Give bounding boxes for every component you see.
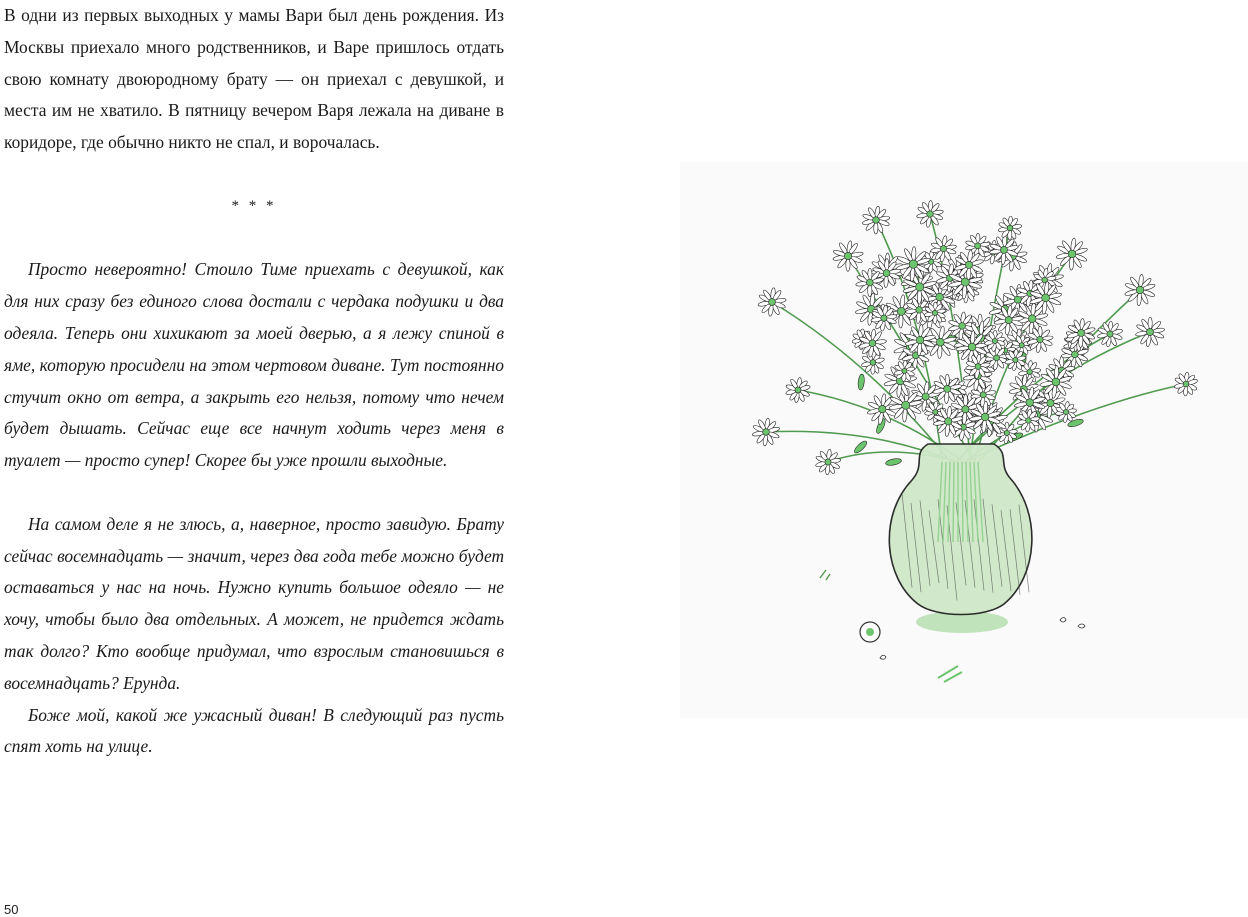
submerged-stem [953, 462, 954, 542]
flower-center [932, 310, 937, 315]
flower-center [994, 355, 1000, 361]
flower-center [825, 459, 831, 465]
intro-paragraph: В одни из первых выходных у мамы Вари был день рождения. Из Москвы приехало много родственников, и Варе пришлось отдать свою комнату двоюродному брату — он приехал с девушкой, и места им не хватило. В пятницу вечером Варя лежала на диване в коридоре, где обычно никто не спал, и ворочалась. [4, 5, 504, 153]
flower-center [1026, 418, 1032, 424]
chamomile-flower [998, 216, 1022, 240]
spacer [4, 159, 504, 191]
flower-center [1068, 250, 1076, 258]
flower-center [1072, 351, 1079, 358]
chamomile-flower [1097, 321, 1123, 347]
flower-center [1052, 378, 1060, 386]
flower-center [873, 217, 880, 224]
chamomile-flower [833, 241, 864, 272]
flower-center [981, 413, 989, 421]
flower-center [1063, 409, 1068, 414]
flower-center [936, 338, 944, 346]
flower-center [902, 368, 907, 373]
flower-center [795, 387, 801, 393]
chamomile-flower [1135, 317, 1165, 347]
spacer [4, 223, 504, 255]
diary-paragraph-3: Боже мой, какой же ужасный диван! В следующий раз пусть спят хоть на улице. [4, 704, 504, 757]
section-separator: * * * [231, 197, 277, 214]
spacer [4, 477, 504, 509]
flower-center [1146, 328, 1153, 335]
flower-center [927, 211, 933, 217]
fallen-flower [860, 622, 880, 642]
flower-center [1005, 317, 1012, 324]
flower-center [1013, 357, 1018, 362]
flower-center [1004, 430, 1009, 435]
flower-center [933, 409, 938, 414]
flower-center [980, 392, 986, 398]
diary-paragraph-1: Просто невероятно! Стоило Тиме приехать с девушкой, как для них сразу без единого слова достали с чердака подушки и два одеяла. Теперь они хихикают за моей дверью, а я лежу спиной в яме, которую просидели на этом чертовом диване. Тут постоянно стучит окно от ветра, а закрыть его нельзя, потому что нечем будет дышать. Сейчас еще все начнут ходить через меня в туалет — просто супер! Скорее бы уже прошли выходные. [4, 259, 504, 471]
chamomile-flower [1056, 238, 1088, 270]
flower-center [909, 260, 917, 268]
chamomile-flower [862, 206, 890, 234]
submerged-stem [962, 462, 963, 542]
flower-center [922, 393, 929, 400]
chamomile-flower [916, 200, 943, 227]
grass-stroke [938, 666, 962, 682]
leaf [857, 374, 865, 391]
chamomile-flower [815, 449, 841, 475]
flower-center [945, 418, 952, 425]
text-column [4, 0, 504, 763]
flower-center [866, 279, 873, 286]
flower-center [870, 360, 876, 366]
flower-center [883, 270, 890, 277]
flower-center [869, 340, 876, 347]
grass-stroke [820, 570, 830, 580]
flower-center [916, 307, 923, 314]
fallen-petal [1078, 624, 1085, 628]
flower-center [1107, 331, 1113, 337]
flower-center [1028, 315, 1036, 323]
leaf [853, 439, 869, 454]
flower-center [992, 338, 997, 343]
flower-center [962, 406, 969, 413]
flower-center [916, 283, 924, 291]
diary-paragraph-2: На самом деле я не злюсь, а, наверное, просто завидую. Брату сейчас восемнадцать — значит, через два года тебе можно будет оставаться у нас на ночь. Нужно купить большое одеяло — не хочу, чтобы было два отдельных. А может, не придется ждать так долго? Кто вообще придумал, что взрослым становишься в восемнадцать? Ерунда. [4, 513, 504, 693]
fallen-petal [1060, 618, 1066, 623]
flower-center [1037, 336, 1043, 342]
flower-center [1136, 286, 1144, 294]
flower-center [975, 364, 981, 370]
flower-center [944, 385, 951, 392]
flower-center [975, 243, 981, 249]
flower-center [1078, 329, 1085, 336]
flower-center [1047, 399, 1054, 406]
flower-center [1000, 246, 1007, 253]
flower-center [879, 405, 886, 412]
flower-center [897, 307, 905, 315]
bouquet-illustration [680, 162, 1248, 718]
flower-center [844, 252, 851, 259]
chamomile-flower [1174, 372, 1198, 396]
chamomile-flower [785, 377, 810, 402]
flower-center [916, 336, 923, 343]
flower-center [1183, 381, 1189, 387]
flower-center [940, 246, 946, 252]
chamomile-flower [758, 288, 787, 317]
flower-center [763, 429, 770, 436]
fallen-petal [880, 655, 886, 659]
flower-center [1019, 343, 1024, 348]
flower-center [936, 293, 944, 301]
page-number: 50 [4, 902, 19, 917]
flower-center [968, 343, 976, 351]
flower-center [965, 261, 972, 268]
flower-center [769, 299, 776, 306]
flower-center [881, 315, 887, 321]
flower-center [1027, 369, 1032, 374]
bouquet-drawing [680, 162, 1248, 718]
flower-center [959, 323, 966, 330]
flower-center [902, 401, 910, 409]
leaf [885, 457, 902, 466]
flower-center [1007, 225, 1013, 231]
chamomile-flower [1124, 274, 1155, 306]
flower-center [1042, 294, 1050, 302]
flower-center [1026, 399, 1034, 407]
